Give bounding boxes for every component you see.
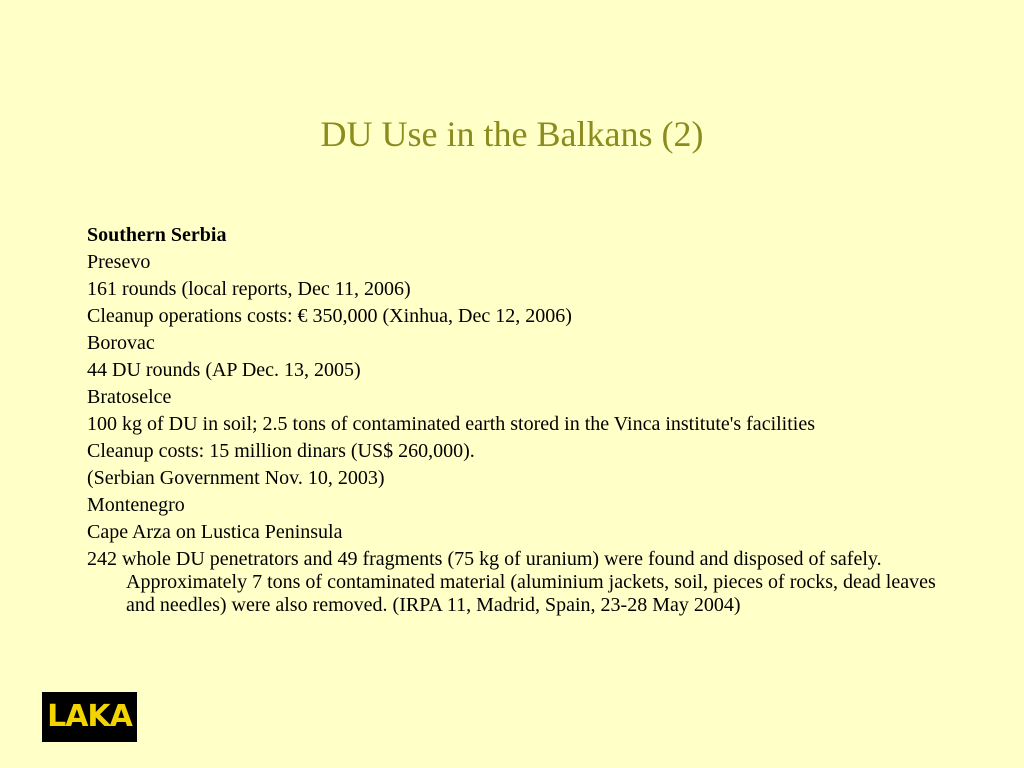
slide-title: DU Use in the Balkans (2)	[320, 114, 704, 154]
logo-text: LAKA	[47, 699, 132, 734]
content-line: Borovac	[87, 332, 155, 354]
content-line: 44 DU rounds (AP Dec. 13, 2005)	[87, 359, 361, 381]
content-line: Presevo	[87, 251, 151, 273]
content-line: 161 rounds (local reports, Dec 11, 2006)	[87, 278, 411, 300]
content-line: Southern Serbia	[87, 224, 227, 246]
slide-content	[87, 224, 937, 621]
laka-logo	[42, 692, 137, 742]
content-line: Cleanup costs: 15 million dinars (US$ 260,000).	[87, 440, 475, 462]
content-line: (Serbian Government Nov. 10, 2003)	[87, 467, 385, 489]
content-line: Montenegro	[87, 494, 185, 516]
content-line: Cape Arza on Lustica Peninsula	[87, 521, 343, 543]
content-line: 100 kg of DU in soil; 2.5 tons of contaminated earth stored in the Vinca institute's facilities	[87, 413, 816, 435]
content-line: Cleanup operations costs: € 350,000 (Xinhua, Dec 12, 2006)	[87, 305, 572, 327]
content-line: 242 whole DU penetrators and 49 fragments (75 kg of uranium) were found and disposed of safely. Approximately 7 tons of contaminated material (aluminium jackets, soil, pieces of rocks, dead leaves and needles) were also removed. (IRPA 11, Madrid, Spain, 23-28 May 2004)	[87, 548, 936, 616]
content-line: Bratoselce	[87, 386, 172, 408]
